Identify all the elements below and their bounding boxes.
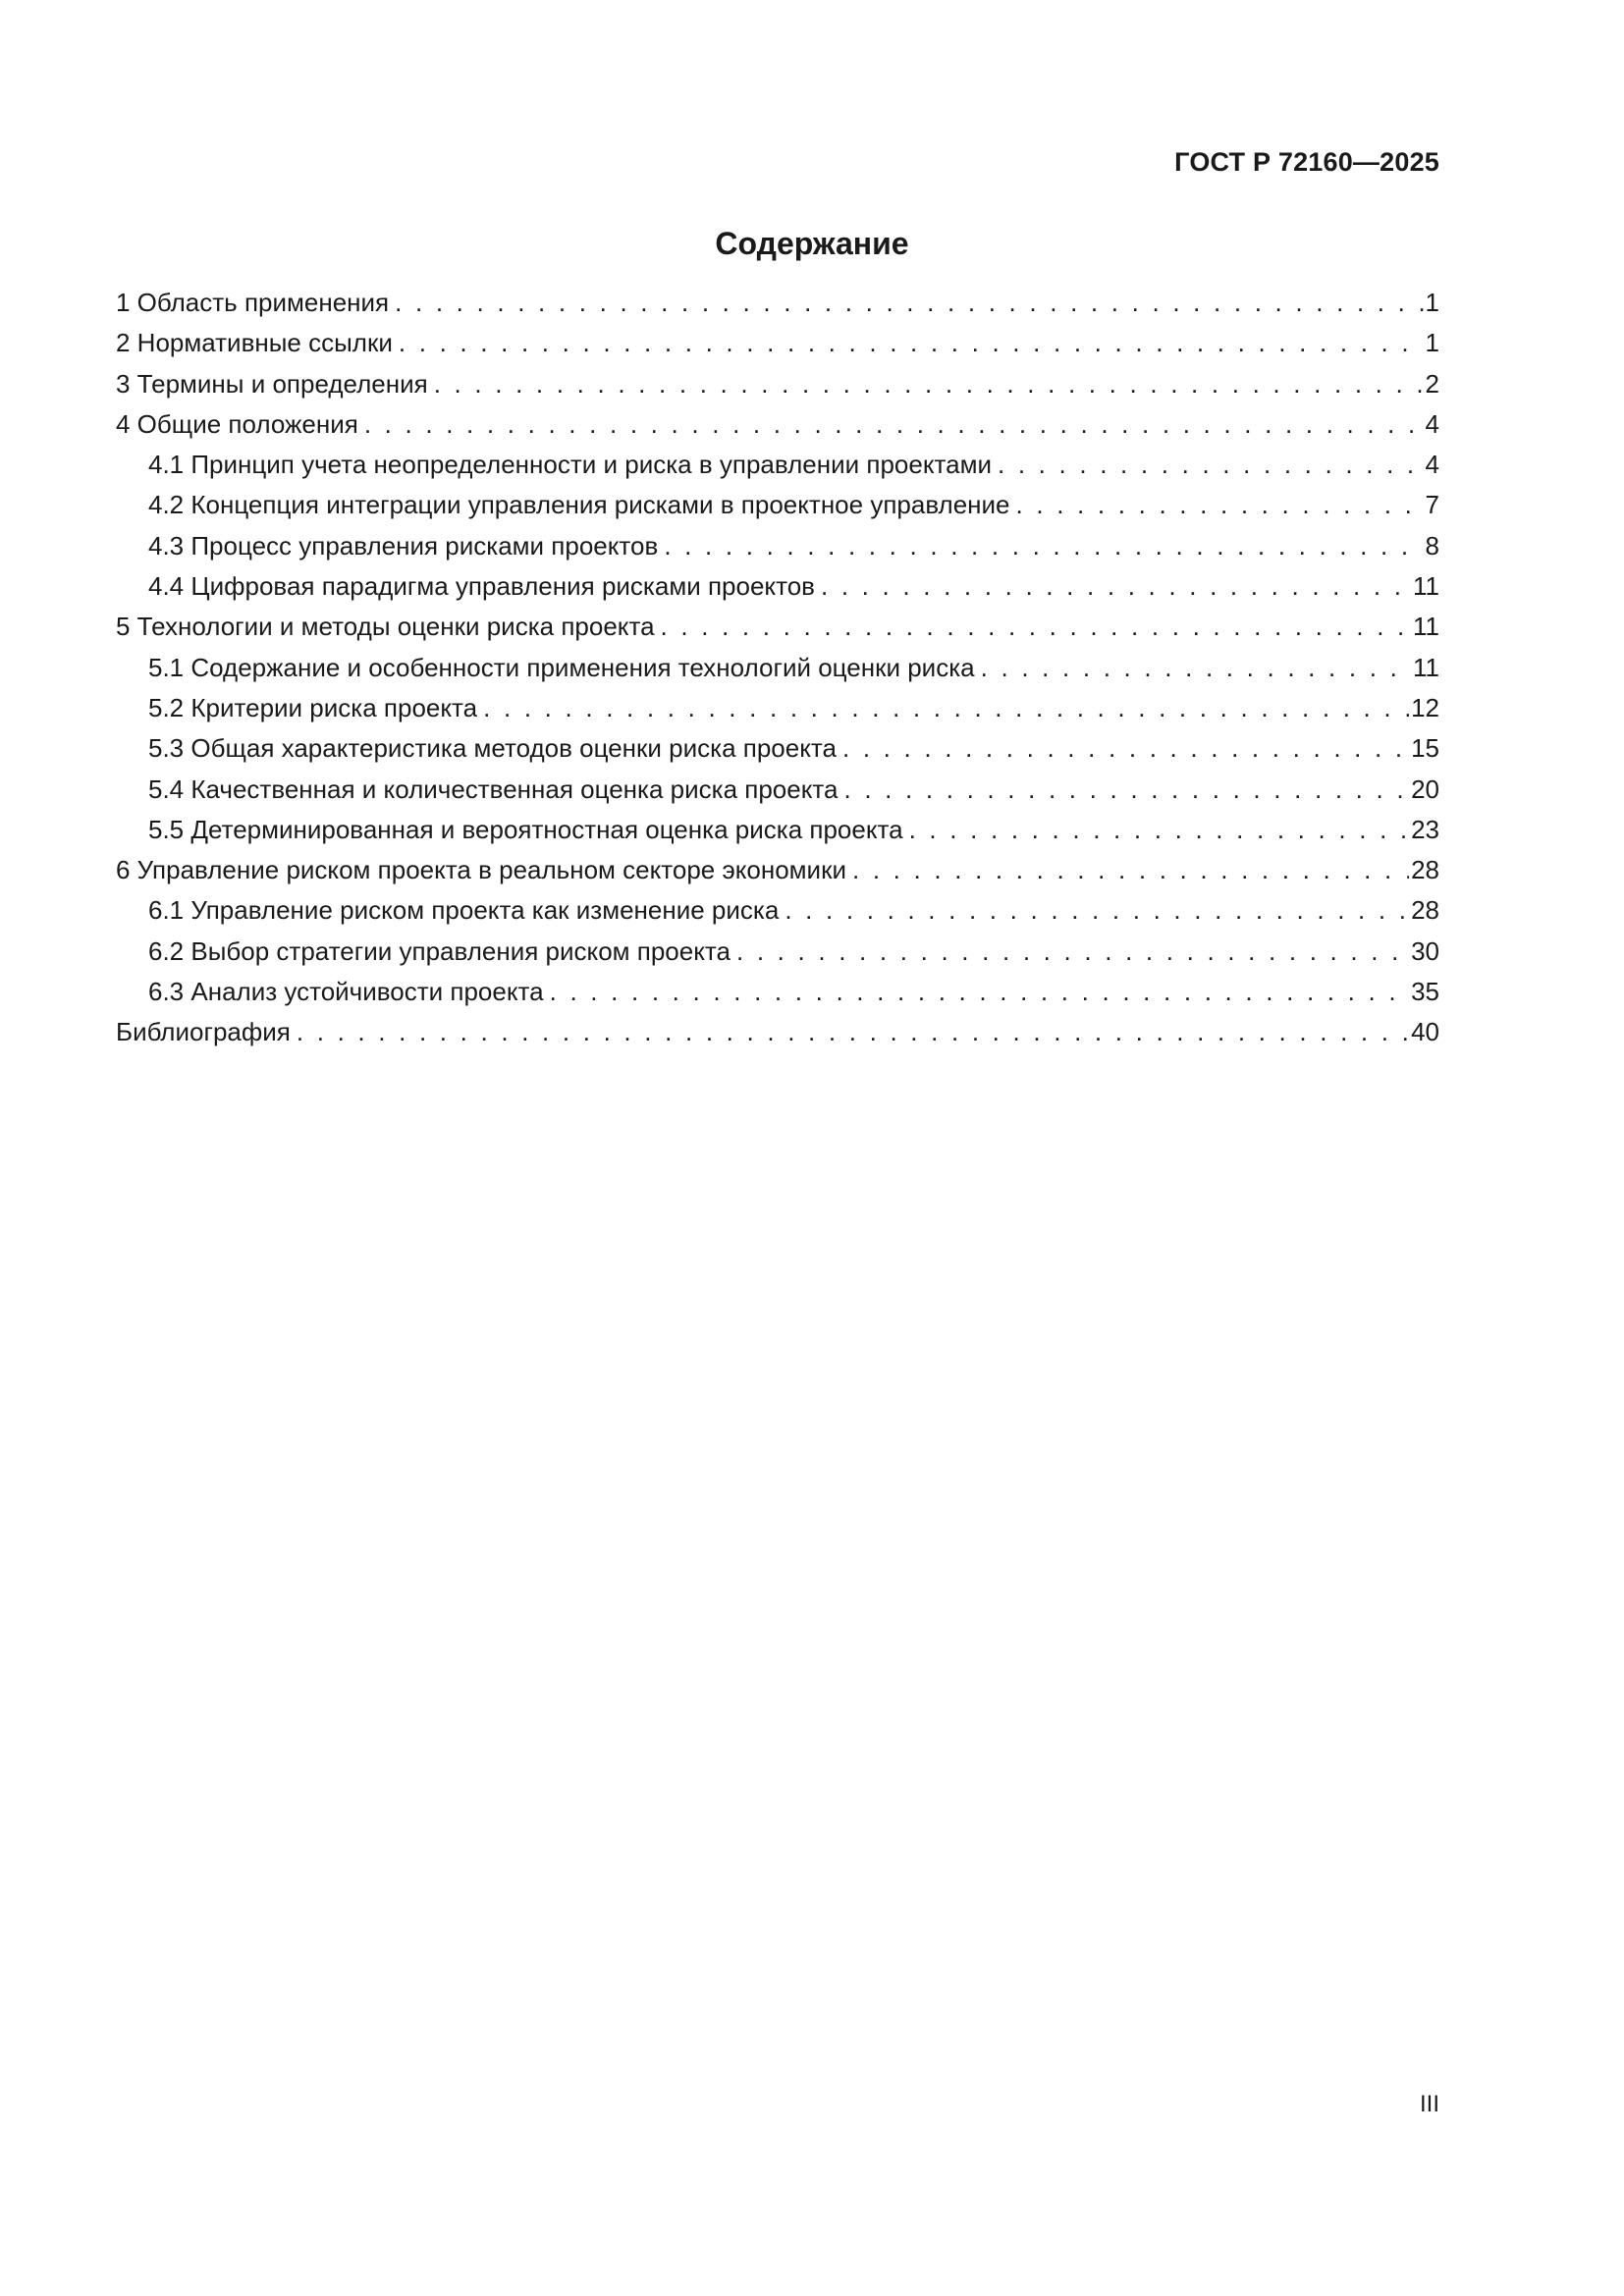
toc-subentry[interactable]	[116, 810, 1439, 850]
toc-entry[interactable]	[116, 283, 1439, 323]
toc-entry-page: 28	[1411, 855, 1439, 885]
toc-entry-label: 5.2 Критерии риска проекта	[148, 692, 478, 722]
toc-entry-label: 4.1 Принцип учета неопределенности и риска в управлении проектами	[148, 450, 992, 480]
toc-entry-page: 40	[1411, 1017, 1439, 1047]
document-code: ГОСТ Р 72160—2025	[1174, 147, 1439, 177]
toc-subentry[interactable]	[116, 648, 1439, 688]
toc-subentry[interactable]	[116, 526, 1439, 566]
toc-entry-label: 3 Термины и определения	[116, 368, 428, 399]
toc-entry-label: 5.3 Общая характеристика методов оценки риска проекта	[148, 733, 837, 764]
toc-entry-label: 6.3 Анализ устойчивости проекта	[148, 977, 544, 1007]
toc-entry[interactable]	[116, 850, 1439, 890]
toc-entry-label: 5.1 Содержание и особенности применения технологий оценки риска	[148, 652, 975, 682]
toc-dot-leader	[981, 648, 1411, 688]
toc-subentry[interactable]	[116, 566, 1439, 607]
toc-dot-leader	[909, 810, 1410, 850]
toc-entry-label: 5 Технологии и методы оценки риска проекта	[116, 612, 655, 642]
toc-entry-page: 28	[1411, 895, 1439, 926]
toc-entry-page: 12	[1411, 692, 1439, 722]
toc-entry-page: 11	[1413, 612, 1439, 642]
toc-subentry[interactable]	[116, 485, 1439, 525]
toc-entry[interactable]	[116, 323, 1439, 363]
toc-entry-label: 6.2 Выбор стратегии управления риском проекта	[148, 935, 731, 966]
toc-entry-page: 30	[1411, 935, 1439, 966]
toc-dot-leader	[661, 607, 1411, 647]
toc-dot-leader	[550, 972, 1409, 1012]
toc-entry-label: 5.5 Детерминированная и вероятностная оценка риска проекта	[148, 814, 903, 844]
toc-entry-page: 11	[1413, 571, 1439, 602]
toc-entry-label: 1 Область применения	[116, 288, 390, 317]
toc-entry[interactable]	[116, 404, 1439, 445]
toc-subentry[interactable]	[116, 688, 1439, 728]
toc-title: Содержание	[715, 226, 909, 261]
toc-entry-page: 7	[1425, 490, 1439, 520]
toc-subentry[interactable]	[116, 890, 1439, 931]
toc-dot-leader	[395, 283, 1423, 323]
toc-subentry[interactable]	[116, 932, 1439, 972]
toc-entry-label: 5.4 Качественная и количественная оценка риска проекта	[148, 774, 839, 804]
toc-entry-page: 2	[1425, 368, 1439, 399]
toc-entry-page: 15	[1411, 733, 1439, 764]
toc-entry-label: 6 Управление риском проекта в реальном секторе экономики	[116, 855, 846, 885]
toc-entry[interactable]	[116, 364, 1439, 404]
toc-subentry[interactable]	[116, 445, 1439, 485]
toc-subentry[interactable]	[116, 728, 1439, 769]
toc-entry-page: 11	[1413, 652, 1439, 682]
toc-entry-page: 20	[1411, 774, 1439, 804]
toc-entry-label: 4 Общие положения	[116, 408, 358, 439]
toc-entry-page: 4	[1425, 450, 1439, 480]
toc-entry-page: 4	[1425, 408, 1439, 439]
toc-entry-page: 8	[1425, 530, 1439, 561]
toc-dot-leader	[821, 566, 1411, 607]
toc-dot-leader	[852, 850, 1409, 890]
toc-dot-leader	[664, 526, 1423, 566]
toc-entry-page: 1	[1425, 328, 1439, 358]
toc-dot-leader	[842, 728, 1409, 769]
toc-entry-page: 23	[1411, 814, 1439, 844]
toc-dot-leader	[364, 404, 1424, 445]
toc-entry-label: 2 Нормативные ссылки	[116, 328, 393, 358]
toc-dot-leader	[434, 364, 1424, 404]
toc-subentry[interactable]	[116, 770, 1439, 810]
toc-entry[interactable]	[116, 607, 1439, 647]
toc-dot-leader	[399, 323, 1424, 363]
toc-entry-page: 35	[1411, 977, 1439, 1007]
toc-dot-leader	[785, 890, 1409, 931]
toc-dot-leader	[483, 688, 1409, 728]
toc-entry-label: Библиография	[116, 1017, 291, 1047]
toc-subentry[interactable]	[116, 972, 1439, 1012]
toc-dot-leader	[998, 445, 1424, 485]
toc-dot-leader	[843, 770, 1409, 810]
table-of-contents	[116, 283, 1439, 1053]
toc-entry[interactable]	[116, 1012, 1439, 1052]
toc-entry-label: 4.4 Цифровая парадигма управления рисками проектов	[148, 571, 815, 602]
toc-dot-leader	[297, 1012, 1409, 1052]
toc-entry-label: 4.3 Процесс управления рисками проектов	[148, 530, 659, 561]
page-number: III	[1419, 2091, 1439, 2117]
toc-entry-label: 4.2 Концепция интеграции управления рисками в проектное управление	[148, 490, 1010, 520]
toc-entry-page: 1	[1425, 288, 1439, 317]
toc-dot-leader	[1016, 485, 1424, 525]
toc-dot-leader	[736, 932, 1409, 972]
toc-entry-label: 6.1 Управление риском проекта как изменение риска	[148, 895, 780, 926]
